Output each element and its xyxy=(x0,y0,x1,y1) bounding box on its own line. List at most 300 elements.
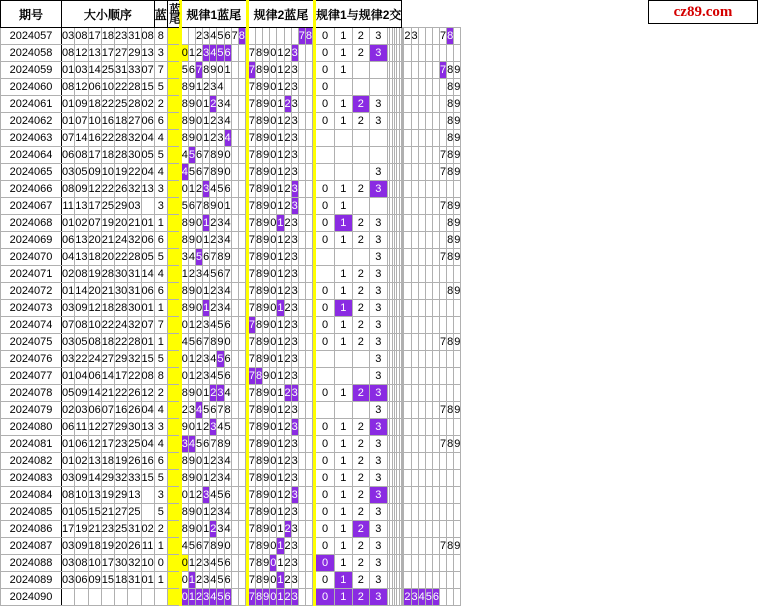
table-row xyxy=(1,504,461,521)
cross-cell xyxy=(440,130,447,147)
rule1-cell: 0 xyxy=(270,572,277,589)
table-row xyxy=(1,198,461,215)
order-cell: 06 xyxy=(88,402,101,419)
blue-tail-seq-cell xyxy=(238,555,245,572)
rule1-cell: 7 xyxy=(247,96,255,113)
order-cell: 03 xyxy=(62,555,75,572)
rule2-cell: 0 xyxy=(315,334,335,351)
rule1-cell: 1 xyxy=(277,385,284,402)
rule2-cell: 2 xyxy=(352,504,370,521)
order-cell: 17 xyxy=(88,198,101,215)
cross-cell xyxy=(418,147,425,164)
cross-cell: 8 xyxy=(447,436,454,453)
rule1-cell: 7 xyxy=(247,521,255,538)
cross-cell: 7 xyxy=(440,164,447,181)
rule2-cell: 3 xyxy=(370,266,388,283)
blue-tail-seq-cell xyxy=(231,351,238,368)
order-cell: 30 xyxy=(115,555,128,572)
issue-cell: 2024078 xyxy=(1,385,62,402)
order-cell: 12 xyxy=(88,436,101,453)
blue-tail-seq-cell: 5 xyxy=(217,45,224,62)
order-cell: 22 xyxy=(101,181,114,198)
blue-tail-seq-cell: 4 xyxy=(224,130,231,147)
order-cell: 01 xyxy=(62,215,75,232)
table-row xyxy=(1,181,461,198)
rule1-cell xyxy=(298,198,305,215)
blue-tail-seq-cell: 1 xyxy=(188,45,195,62)
order-cell: 28 xyxy=(115,130,128,147)
order-cell: 05 xyxy=(141,147,154,164)
blue-tail-seq-cell xyxy=(238,487,245,504)
order-cell: 09 xyxy=(88,572,101,589)
rule2-cell: 3 xyxy=(370,538,388,555)
blue-tail-seq-cell: 8 xyxy=(180,79,188,96)
blue-tail-seq-cell xyxy=(188,28,195,45)
order-cell: 19 xyxy=(115,453,128,470)
rule2-cell xyxy=(315,368,335,385)
rule2-cell: 3 xyxy=(370,351,388,368)
cross-cell xyxy=(440,113,447,130)
order-cell: 15 xyxy=(101,572,114,589)
cross-cell xyxy=(447,589,454,606)
rule1-cell xyxy=(305,215,312,232)
order-cell: 14 xyxy=(75,283,88,300)
rule1-cell: 3 xyxy=(291,147,298,164)
rule1-cell xyxy=(305,181,312,198)
cross-cell: 9 xyxy=(454,215,461,232)
rule1-cell: 8 xyxy=(256,62,263,79)
order-cell: 08 xyxy=(88,334,101,351)
blue-tail-seq-cell: 4 xyxy=(180,538,188,555)
rule1-cell xyxy=(305,453,312,470)
rule1-cell: 2 xyxy=(284,589,291,606)
blue-cell: 4 xyxy=(154,436,167,453)
rule1-cell xyxy=(298,368,305,385)
rule2-cell: 2 xyxy=(352,385,370,402)
cross-cell xyxy=(432,62,439,79)
rule1-cell: 9 xyxy=(263,572,270,589)
cross-cell xyxy=(404,317,411,334)
blue-tail-seq-cell xyxy=(238,521,245,538)
blue-tail-cell xyxy=(167,521,180,538)
cross-cell xyxy=(411,572,418,589)
issue-cell: 2024059 xyxy=(1,62,62,79)
cross-cell xyxy=(425,385,432,402)
blue-tail-seq-cell: 9 xyxy=(188,130,195,147)
cross-cell: 7 xyxy=(440,436,447,453)
rule1-cell xyxy=(298,419,305,436)
order-cell: 18 xyxy=(88,249,101,266)
cross-cell xyxy=(432,334,439,351)
issue-cell: 2024063 xyxy=(1,130,62,147)
rule1-cell xyxy=(298,572,305,589)
cross-cell xyxy=(432,436,439,453)
cross-cell xyxy=(404,402,411,419)
rule2-cell xyxy=(352,402,370,419)
rule1-cell: 9 xyxy=(263,504,270,521)
rule1-cell: 0 xyxy=(270,334,277,351)
blue-tail-seq-cell: 3 xyxy=(217,521,224,538)
issue-cell: 2024087 xyxy=(1,538,62,555)
cross-cell xyxy=(454,368,461,385)
blue-tail-seq-cell: 5 xyxy=(188,164,195,181)
cross-cell xyxy=(454,419,461,436)
blue-cell: 1 xyxy=(154,538,167,555)
rule1-cell: 2 xyxy=(284,164,291,181)
blue-tail-seq-cell: 3 xyxy=(210,79,217,96)
rule1-cell xyxy=(298,147,305,164)
blue-tail-seq-cell: 8 xyxy=(180,96,188,113)
rule2-cell: 0 xyxy=(315,555,335,572)
order-cell: 14 xyxy=(88,385,101,402)
rule1-cell: 9 xyxy=(263,266,270,283)
rule2-cell: 3 xyxy=(370,572,388,589)
blue-tail-seq-cell: 5 xyxy=(217,487,224,504)
order-cell: 28 xyxy=(101,266,114,283)
rule1-cell xyxy=(305,283,312,300)
rule2-cell: 1 xyxy=(335,572,353,589)
cross-cell xyxy=(404,130,411,147)
rule2-cell: 2 xyxy=(352,45,370,62)
rule2-cell: 1 xyxy=(335,113,353,130)
rule1-cell xyxy=(305,402,312,419)
cross-cell xyxy=(454,504,461,521)
rule1-cell: 7 xyxy=(247,538,255,555)
order-cell: 17 xyxy=(62,521,75,538)
rule1-cell: 8 xyxy=(256,504,263,521)
blue-tail-seq-cell: 3 xyxy=(203,368,210,385)
order-cell xyxy=(128,589,141,606)
cross-cell: 9 xyxy=(454,96,461,113)
blue-tail-seq-cell: 8 xyxy=(180,470,188,487)
blue-tail-seq-cell: 2 xyxy=(196,181,203,198)
rule2-cell: 2 xyxy=(352,538,370,555)
rule2-cell xyxy=(352,351,370,368)
blue-cell: 8 xyxy=(154,28,167,45)
blue-tail-seq-cell: 4 xyxy=(188,436,195,453)
blue-tail-cell xyxy=(167,572,180,589)
blue-tail-seq-cell: 1 xyxy=(203,521,210,538)
cross-cell xyxy=(411,385,418,402)
order-cell: 08 xyxy=(75,317,88,334)
rule1-cell xyxy=(305,385,312,402)
rule1-cell: 1 xyxy=(277,181,284,198)
rule2-cell xyxy=(370,147,388,164)
cross-cell xyxy=(411,436,418,453)
rule1-cell: 0 xyxy=(270,487,277,504)
rule1-cell: 8 xyxy=(256,300,263,317)
cross-cell xyxy=(404,555,411,572)
order-cell: 28 xyxy=(115,147,128,164)
rule2-cell xyxy=(370,130,388,147)
cross-cell xyxy=(440,453,447,470)
blue-tail-seq-cell: 8 xyxy=(217,249,224,266)
rule1-cell xyxy=(305,62,312,79)
table-row xyxy=(1,62,461,79)
order-cell: 13 xyxy=(128,487,141,504)
blue-tail-cell xyxy=(167,351,180,368)
cross-cell: 8 xyxy=(447,283,454,300)
blue-tail-seq-cell: 9 xyxy=(188,79,195,96)
blue-tail-seq-cell: 8 xyxy=(180,232,188,249)
rule2-cell: 2 xyxy=(352,521,370,538)
rule2-cell: 2 xyxy=(352,317,370,334)
cross-cell xyxy=(418,181,425,198)
order-cell: 31 xyxy=(128,28,141,45)
rule2-cell: 2 xyxy=(352,215,370,232)
blue-cell: 5 xyxy=(154,147,167,164)
order-cell: 26 xyxy=(128,385,141,402)
blue-tail-seq-cell: 2 xyxy=(210,504,217,521)
issue-cell: 2024081 xyxy=(1,436,62,453)
order-cell: 22 xyxy=(115,385,128,402)
rule2-cell xyxy=(370,62,388,79)
order-cell: 04 xyxy=(75,368,88,385)
cross-cell xyxy=(425,28,432,45)
blue-tail-seq-cell: 4 xyxy=(210,572,217,589)
blue-tail-seq-cell xyxy=(231,385,238,402)
rule1-cell: 0 xyxy=(270,300,277,317)
cross-cell xyxy=(432,419,439,436)
blue-cell: 5 xyxy=(154,249,167,266)
blue-tail-seq-cell xyxy=(238,402,245,419)
rule2-cell: 0 xyxy=(315,232,335,249)
blue-tail-cell xyxy=(167,589,180,606)
order-cell: 07 xyxy=(75,113,88,130)
cross-cell xyxy=(432,181,439,198)
cross-cell xyxy=(411,317,418,334)
rule2-cell xyxy=(352,130,370,147)
blue-tail-seq-cell: 5 xyxy=(217,555,224,572)
cross-cell: 9 xyxy=(454,164,461,181)
rule2-cell: 3 xyxy=(370,487,388,504)
blue-tail-seq-cell: 6 xyxy=(224,351,231,368)
order-cell: 17 xyxy=(101,45,114,62)
blue-tail-seq-cell: 1 xyxy=(203,453,210,470)
order-cell: 01 xyxy=(62,453,75,470)
rule1-cell: 9 xyxy=(263,283,270,300)
rule1-cell: 0 xyxy=(270,504,277,521)
rule1-cell xyxy=(298,300,305,317)
rule1-cell: 7 xyxy=(247,62,255,79)
rule1-cell: 8 xyxy=(256,198,263,215)
blue-tail-seq-cell: 6 xyxy=(196,164,203,181)
rule1-cell: 1 xyxy=(277,79,284,96)
blue-tail-seq-cell: 4 xyxy=(217,419,224,436)
order-cell: 13 xyxy=(88,45,101,62)
blue-tail-seq-cell xyxy=(238,572,245,589)
order-cell: 14 xyxy=(75,130,88,147)
cross-cell xyxy=(404,453,411,470)
blue-cell: 3 xyxy=(154,198,167,215)
order-cell: 21 xyxy=(101,283,114,300)
blue-tail-seq-cell: 3 xyxy=(217,232,224,249)
blue-tail-seq-cell: 0 xyxy=(196,385,203,402)
cross-cell xyxy=(411,487,418,504)
blue-cell: 3 xyxy=(154,487,167,504)
blue-tail-seq-cell: 1 xyxy=(180,266,188,283)
order-cell: 21 xyxy=(101,232,114,249)
blue-tail-seq-cell: 4 xyxy=(224,470,231,487)
table-row xyxy=(1,538,461,555)
cross-cell xyxy=(425,317,432,334)
rule1-cell: 8 xyxy=(256,402,263,419)
rule2-cell xyxy=(335,79,353,96)
cross-cell xyxy=(404,147,411,164)
rule1-cell: 0 xyxy=(270,351,277,368)
blue-tail-cell xyxy=(167,334,180,351)
cross-cell xyxy=(447,521,454,538)
cross-cell xyxy=(418,504,425,521)
table-row xyxy=(1,334,461,351)
blue-tail-seq-cell: 5 xyxy=(217,368,224,385)
order-cell: 25 xyxy=(128,436,141,453)
cross-cell xyxy=(425,62,432,79)
rule1-cell: 7 xyxy=(247,266,255,283)
rule1-cell xyxy=(298,113,305,130)
blue-tail-seq-cell: 4 xyxy=(180,164,188,181)
order-cell: 15 xyxy=(141,470,154,487)
cross-cell xyxy=(440,317,447,334)
cross-cell xyxy=(447,555,454,572)
rule1-cell: 8 xyxy=(256,487,263,504)
blue-tail-seq-cell: 4 xyxy=(224,453,231,470)
rule1-cell: 2 xyxy=(284,385,291,402)
rule2-cell: 3 xyxy=(370,317,388,334)
rule1-cell: 8 xyxy=(256,249,263,266)
blue-tail-seq-cell: 1 xyxy=(196,419,203,436)
rule1-cell: 1 xyxy=(277,487,284,504)
blue-tail-seq-cell xyxy=(231,283,238,300)
blue-tail-seq-cell xyxy=(180,28,188,45)
issue-cell: 2024077 xyxy=(1,368,62,385)
cross-cell xyxy=(440,45,447,62)
rule2-cell xyxy=(315,266,335,283)
cross-cell xyxy=(404,368,411,385)
rule2-cell: 2 xyxy=(352,96,370,113)
table-row xyxy=(1,402,461,419)
order-cell: 05 xyxy=(75,164,88,181)
blue-tail-seq-cell: 8 xyxy=(180,453,188,470)
blue-tail-seq-cell: 4 xyxy=(224,504,231,521)
issue-cell: 2024058 xyxy=(1,45,62,62)
cross-cell xyxy=(418,28,425,45)
order-cell: 25 xyxy=(115,521,128,538)
order-cell: 27 xyxy=(115,45,128,62)
blue-tail-seq-cell: 0 xyxy=(180,487,188,504)
blue-tail-seq-cell xyxy=(238,130,245,147)
rule2-cell: 0 xyxy=(315,453,335,470)
rule1-cell: 9 xyxy=(263,368,270,385)
rule1-cell: 1 xyxy=(277,504,284,521)
rule2-cell: 0 xyxy=(315,572,335,589)
rule1-cell: 9 xyxy=(263,62,270,79)
blue-tail-cell xyxy=(167,232,180,249)
order-cell: 14 xyxy=(141,266,154,283)
order-cell: 25 xyxy=(115,96,128,113)
blue-tail-seq-cell: 0 xyxy=(180,317,188,334)
blue-cell: 6 xyxy=(154,113,167,130)
rule1-cell: 0 xyxy=(270,62,277,79)
blue-tail-seq-cell: 7 xyxy=(203,538,210,555)
blue-tail-seq-cell: 3 xyxy=(196,266,203,283)
rule1-cell: 8 xyxy=(256,521,263,538)
blue-tail-seq-cell xyxy=(231,538,238,555)
blue-tail-cell xyxy=(167,419,180,436)
rule1-cell: 9 xyxy=(263,113,270,130)
cross-cell xyxy=(404,113,411,130)
blue-tail-seq-cell xyxy=(231,453,238,470)
blue-tail-seq-cell: 9 xyxy=(224,436,231,453)
rule2-cell xyxy=(315,402,335,419)
blue-tail-seq-cell: 6 xyxy=(224,368,231,385)
blue-tail-seq-cell: 8 xyxy=(180,521,188,538)
blue-tail-cell xyxy=(167,385,180,402)
cross-cell xyxy=(418,232,425,249)
cross-cell: 8 xyxy=(447,28,454,45)
rule2-cell: 1 xyxy=(335,453,353,470)
cross-cell xyxy=(454,45,461,62)
rule2-cell: 3 xyxy=(370,470,388,487)
blue-tail-seq-cell xyxy=(231,487,238,504)
order-cell: 27 xyxy=(101,419,114,436)
rule1-cell xyxy=(305,317,312,334)
blue-tail-cell xyxy=(167,147,180,164)
table-row xyxy=(1,215,461,232)
blue-tail-seq-cell: 5 xyxy=(210,266,217,283)
cross-cell xyxy=(432,317,439,334)
rule1-cell xyxy=(305,232,312,249)
rule1-cell: 8 xyxy=(256,113,263,130)
cross-cell xyxy=(425,470,432,487)
order-cell: 03 xyxy=(128,198,141,215)
cross-cell xyxy=(440,300,447,317)
rule1-cell: 1 xyxy=(277,402,284,419)
blue-tail-seq-cell: 2 xyxy=(210,130,217,147)
blue-tail-seq-cell: 9 xyxy=(188,283,195,300)
order-cell: 29 xyxy=(115,351,128,368)
blue-tail-cell xyxy=(167,198,180,215)
blue-tail-seq-cell: 4 xyxy=(224,521,231,538)
rule1-cell: 0 xyxy=(270,589,277,606)
blue-tail-seq-cell: 5 xyxy=(217,28,224,45)
order-cell xyxy=(141,487,154,504)
rule1-cell: 1 xyxy=(277,130,284,147)
cross-cell xyxy=(418,45,425,62)
cross-cell xyxy=(418,402,425,419)
order-cell: 03 xyxy=(75,62,88,79)
rule2-cell: 1 xyxy=(335,266,353,283)
blue-tail-seq-cell: 0 xyxy=(196,96,203,113)
order-cell: 30 xyxy=(128,300,141,317)
order-cell: 29 xyxy=(101,470,114,487)
blue-tail-seq-cell: 4 xyxy=(180,147,188,164)
rule2-cell: 1 xyxy=(335,470,353,487)
blue-cell: 1 xyxy=(154,572,167,589)
cross-cell xyxy=(432,521,439,538)
cross-cell xyxy=(432,215,439,232)
rule2-cell: 2 xyxy=(352,113,370,130)
blue-tail-seq-cell: 0 xyxy=(188,419,195,436)
blue-cell: 6 xyxy=(154,453,167,470)
cross-cell xyxy=(432,385,439,402)
blue-tail-seq-cell: 6 xyxy=(196,334,203,351)
order-cell: 23 xyxy=(115,28,128,45)
blue-tail-seq-cell xyxy=(238,79,245,96)
blue-tail-cell xyxy=(167,504,180,521)
issue-cell: 2024061 xyxy=(1,96,62,113)
order-cell: 21 xyxy=(101,504,114,521)
